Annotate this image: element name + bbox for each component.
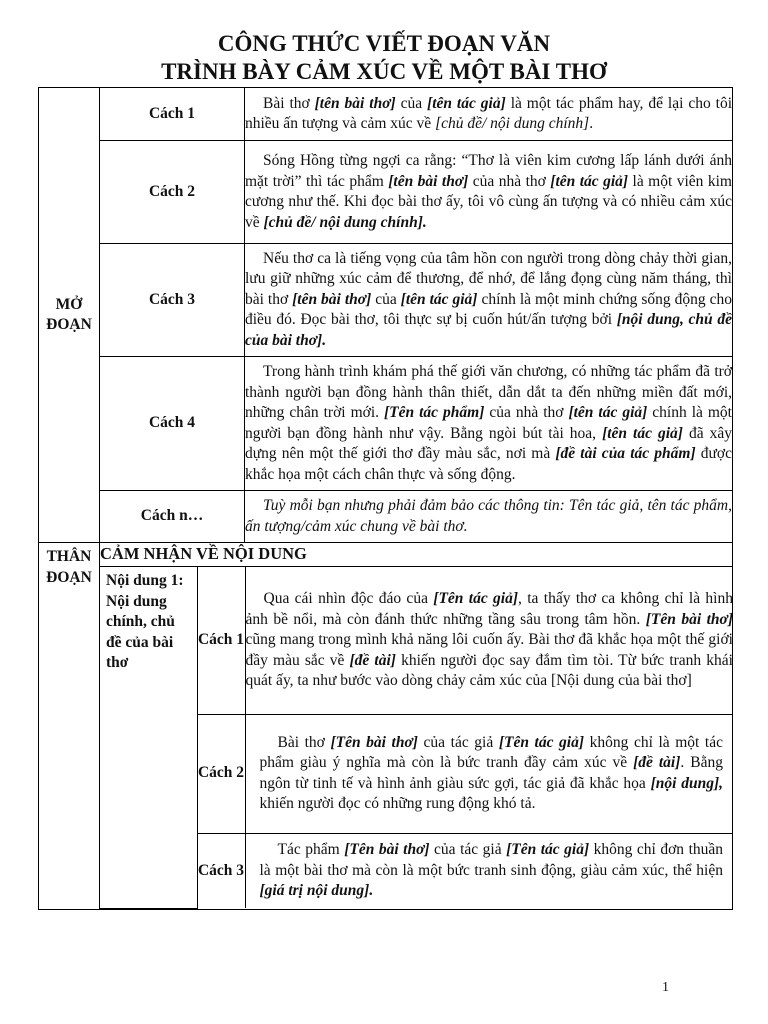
- page-number: 1: [662, 980, 669, 995]
- mo-doan-row-n: [39, 491, 733, 543]
- method-label: Cách 2: [197, 714, 245, 833]
- method-text: Bài thơ [Tên bài thơ] của tác giả [Tên tác giả] không chỉ là một tác phẩm giàu ý nghĩa mà còn là bức tranh đầy cảm xúc về [đề tài]. Bằng ngôn từ tinh tế và hình ảnh giàu sức gợi, tác giả đã khắc họa [nội dung], khiến người đọc có những rung động khó tả.: [245, 714, 733, 833]
- method-label: Cách 1: [197, 567, 245, 714]
- page-title: [0, 30, 768, 86]
- content-row-1: [100, 567, 733, 714]
- mo-doan-row-1: [39, 88, 733, 141]
- method-label: Cách 2: [100, 141, 245, 244]
- method-text: Tuỳ mỗi bạn nhưng phải đảm bảo các thông tin: Tên tác giả, tên tác phẩm, ấn tượng/cảm xúc chung về bài thơ.: [245, 491, 733, 543]
- method-text: Trong hành trình khám phá thế giới văn chương, có những tác phẩm đã trở thành người bạn đồng hành thân thiết, dẫn dắt ta đến những miền đất mới, những chân trời mới. [Tên tác phẩm] của nhà thơ [tên tác giả] chính là một người bạn đồng hành như vậy. Bằng ngòi bút tài hoa, [tên tác giả] đã xây dựng nên một thế giới thơ đầy màu sắc, nơi mà [đề tài của tác phẩm] được khắc họa một cách chân thực và sống động.: [245, 357, 733, 491]
- title-line-1: CÔNG THỨC VIẾT ĐOẠN VĂN: [217, 31, 551, 56]
- method-text: Nếu thơ ca là tiếng vọng của tâm hồn con người trong dòng chảy thời gian, lưu giữ những xúc cảm để thương, để nhớ, để lắng đọng cùng năm tháng, thì bài thơ [tên bài thơ] của [tên tác giả] chính là một minh chứng sống động cho điều đó. Đọc bài thơ, tôi thực sự bị cuốn hút/ấn tượng bởi [nội dung, chủ đề của bài thơ].: [245, 244, 733, 357]
- method-text: Tác phẩm [Tên bài thơ] của tác giả [Tên tác giả] không chỉ đơn thuần là một bài thơ mà còn là một bức tranh sinh động, giàu cảm xúc, thể hiện [giá trị nội dung].: [245, 833, 733, 908]
- mo-doan-row-4: [39, 357, 733, 491]
- method-text: Sóng Hồng từng ngợi ca rằng: “Thơ là viên kim cương lấp lánh dưới ánh mặt trời” thì tác phẩm [tên bài thơ] của nhà thơ [tên tác giả] là một viên kim cương như thế. Khi đọc bài thơ ấy, tôi vô cùng ấn tượng và có nhiều cảm xúc về [chủ đề/ nội dung chính].: [245, 141, 733, 244]
- title-line-2: TRÌNH BÀY CẢM XÚC VỀ MỘT BÀI THƠ: [161, 59, 607, 84]
- method-text: Qua cái nhìn độc đáo của [Tên tác giả], ta thấy thơ ca không chỉ là hình ảnh bề nổi, mà còn đánh thức những tầng sâu trong tâm hồn. [Tên bài thơ] cũng mang trong mình khả năng lôi cuốn ấy. Bài thơ đã khắc họa một thế giới đầy màu sắc về [đề tài] khiến người đọc say đắm tìm tòi. Từ bức tranh khái quát ấy, ta như bước vào dòng chảy cảm xúc của [Nội dung của bài thơ]: [245, 567, 733, 714]
- section-label-mo-doan: MỞ ĐOẠN: [39, 88, 100, 543]
- content-1-label: Nội dung 1: Nội dung chính, chủ đề của bài thơ: [100, 567, 197, 908]
- method-text: Bài thơ [tên bài thơ] của [tên tác giả] là một tác phẩm hay, để lại cho tôi nhiều ấn tượng và cảm xúc về [chủ đề/ nội dung chính].: [245, 88, 733, 141]
- method-label: Cách 3: [100, 244, 245, 357]
- method-label: Cách 4: [100, 357, 245, 491]
- mo-doan-row-2: [39, 141, 733, 244]
- mo-doan-row-3: [39, 244, 733, 357]
- than-doan-body-row: [39, 567, 733, 910]
- content-subtable: [100, 567, 733, 909]
- method-label: Cách n…: [100, 491, 245, 543]
- than-doan-heading-row: [39, 543, 733, 567]
- section-label-than-doan: THÂN ĐOẠN: [39, 543, 100, 910]
- formula-table: [38, 87, 733, 910]
- method-label: Cách 1: [100, 88, 245, 141]
- content-heading: CẢM NHẬN VỀ NỘI DUNG: [100, 543, 733, 567]
- method-label: Cách 3: [197, 833, 245, 908]
